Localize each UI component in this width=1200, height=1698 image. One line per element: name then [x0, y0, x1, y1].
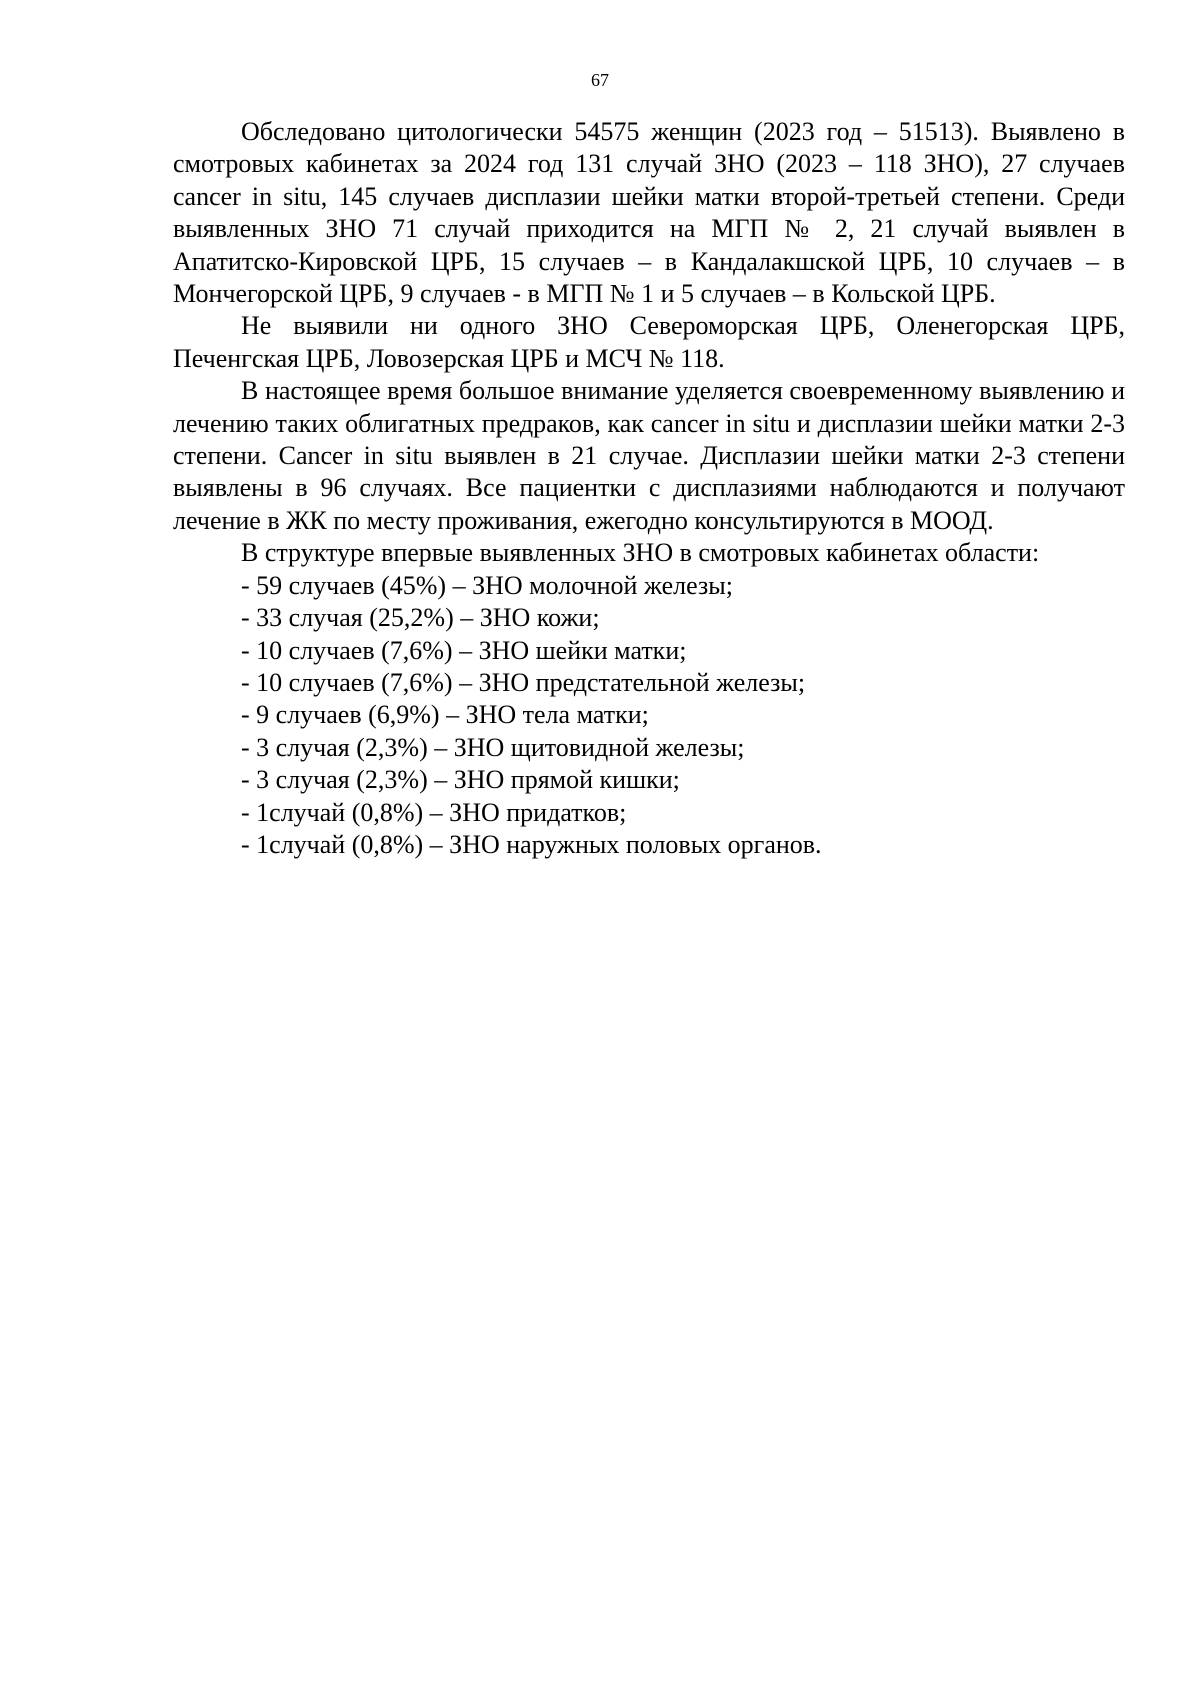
paragraph-no-detections: Не выявили ни одного ЗНО Североморская ЦРБ, Оленегорская ЦРБ, Печенгская ЦРБ, Ловозерская ЦРБ и МСЧ № 118.: [173, 311, 1125, 373]
list-item: - 3 случая (2,3%) – ЗНО щитовидной железы;: [241, 732, 745, 762]
list-item: - 3 случая (2,3%) – ЗНО прямой кишки;: [241, 765, 680, 795]
document-body: [173, 116, 1125, 861]
paragraph-screening-results: Обследовано цитологически 54575 женщин (2023 год – 51513). Выявлено в смотровых кабинетах за 2024 год 131 случай ЗНО (2023 – 118 ЗНО), 27 случаев cancer in situ, 145 случаев дисплазии шейки матки второй-третьей степени. Среди выявленных ЗНО 71 случай приходится на МГП № 2, 21 случай выявлен в Апатитско-Кировской ЦРБ, 15 случаев – в Кандалакшской ЦРБ, 10 случаев – в Мончегорской ЦРБ, 9 случаев - в МГП № 1 и 5 случаев – в Кольской ЦРБ.: [173, 117, 1125, 309]
list-item: - 1случай (0,8%) – ЗНО наружных половых органов.: [241, 829, 822, 859]
list-item: - 33 случая (25,2%) – ЗНО кожи;: [241, 603, 600, 633]
list-item: - 9 случаев (6,9%) – ЗНО тела матки;: [241, 700, 649, 730]
list-item: - 10 случаев (7,6%) – ЗНО шейки матки;: [241, 635, 687, 665]
list-item: - 1случай (0,8%) – ЗНО придатков;: [241, 797, 627, 827]
cancer-structure-list: [173, 570, 1125, 862]
paragraph-precancer-detection: В настоящее время большое внимание уделяется своевременному выявлению и лечению таких облигатных предраков, как cancer in situ и дисплазии шейки матки 2-3 степени. Cancer in situ выявлен в 21 случае. Дисплазии шейки матки 2-3 степени выявлены в 96 случаях. Все пациентки с дисплазиями наблюдаются и получают лечение в ЖК по месту проживания, ежегодно консультируются в МООД.: [173, 376, 1125, 535]
paragraph-structure-intro: В структуре впервые выявленных ЗНО в смотровых кабинетах области:: [241, 538, 1040, 568]
page-number: 67: [591, 70, 609, 90]
list-item: - 10 случаев (7,6%) – ЗНО предстательной железы;: [241, 667, 806, 697]
list-item: - 59 случаев (45%) – ЗНО молочной железы;: [241, 570, 733, 600]
